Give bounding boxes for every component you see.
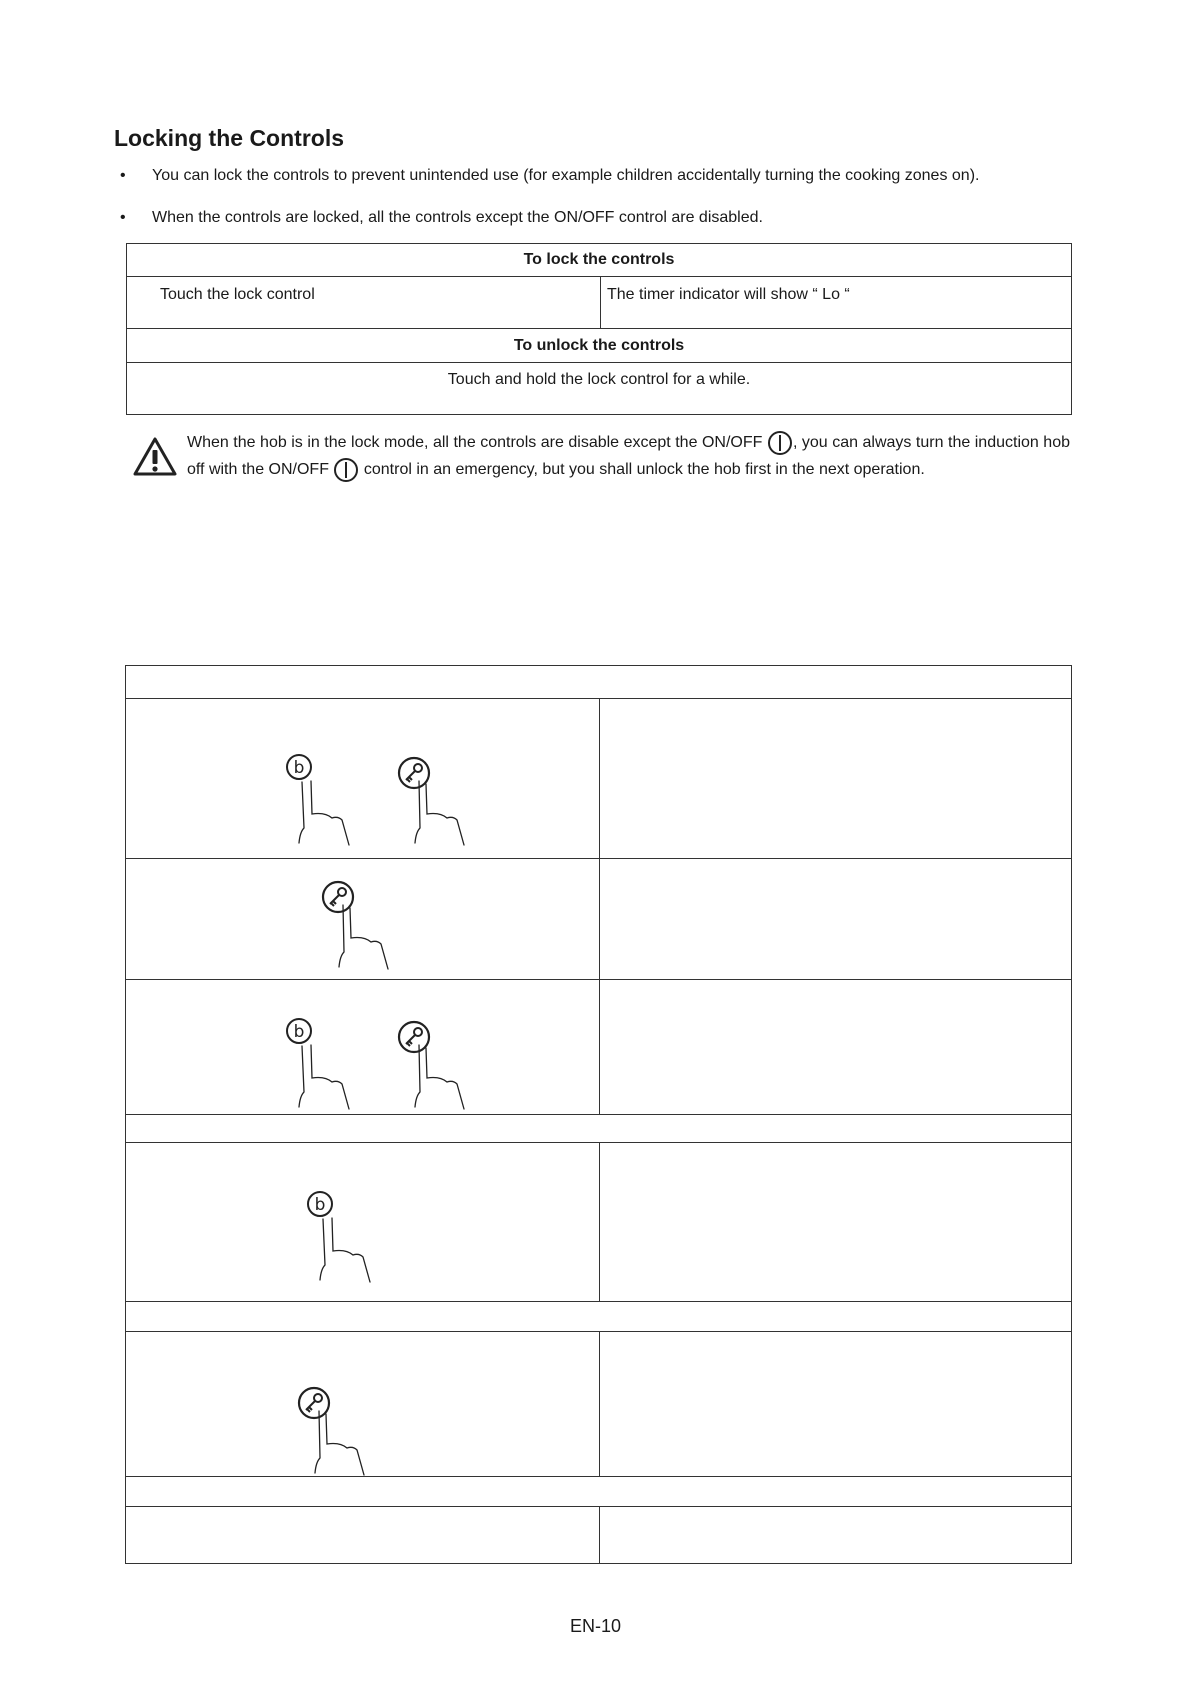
table-divider	[126, 328, 1072, 329]
table-divider	[125, 1476, 1072, 1477]
warning-text-part: , you can always turn the induction hob off with the ON/OFF	[187, 434, 1070, 478]
bullet-text: You can lock the controls to prevent unintended use (for example children accidentally turning the cooking zones on).	[152, 167, 980, 184]
page-title: Locking the Controls	[114, 125, 344, 151]
bullet-text: When the controls are locked, all the controls except the ON/OFF control are disabled.	[152, 209, 763, 226]
power-icon	[767, 430, 793, 456]
table-divider	[599, 1506, 600, 1564]
touch-lock-key-icon	[394, 1012, 484, 1112]
table-divider	[600, 276, 601, 328]
lock-action: Touch the lock control	[160, 286, 315, 303]
lock-header: To lock the controls	[523, 251, 675, 268]
table-divider	[599, 1142, 600, 1301]
table-divider	[599, 1331, 600, 1476]
touch-lock-key-icon	[318, 872, 408, 972]
unlock-action: Touch and hold the lock control for a while.	[447, 371, 751, 388]
touch-timer-key-icon	[303, 1185, 393, 1285]
table-divider	[125, 1301, 1072, 1302]
touch-lock-key-icon	[394, 748, 484, 848]
touch-timer-key-icon	[282, 748, 372, 848]
table-divider	[126, 362, 1072, 363]
power-icon	[333, 457, 359, 483]
lock-result: The timer indicator will show “ Lo “	[607, 286, 850, 303]
warning-text	[187, 429, 1070, 483]
page-number: EN-10	[569, 1616, 622, 1636]
warning-icon	[132, 436, 178, 478]
touch-lock-key-icon	[294, 1378, 384, 1478]
timer-key-label: b	[293, 758, 305, 778]
touch-timer-key-icon	[282, 1012, 372, 1112]
unlock-header: To unlock the controls	[513, 337, 685, 354]
table-divider	[125, 1114, 1072, 1115]
bullet-marker: •	[120, 167, 126, 184]
bullet-marker: •	[120, 209, 126, 226]
warning-text-part: control in an emergency, but you shall unlock the hob first in the next operation.	[363, 461, 925, 478]
table-divider	[599, 698, 600, 1114]
timer-key-label: b	[293, 1022, 305, 1042]
table-divider	[126, 276, 1072, 277]
warning-text-part: When the hob is in the lock mode, all the controls are disable except the ON/OFF	[187, 434, 763, 451]
timer-key-label: b	[314, 1195, 326, 1215]
